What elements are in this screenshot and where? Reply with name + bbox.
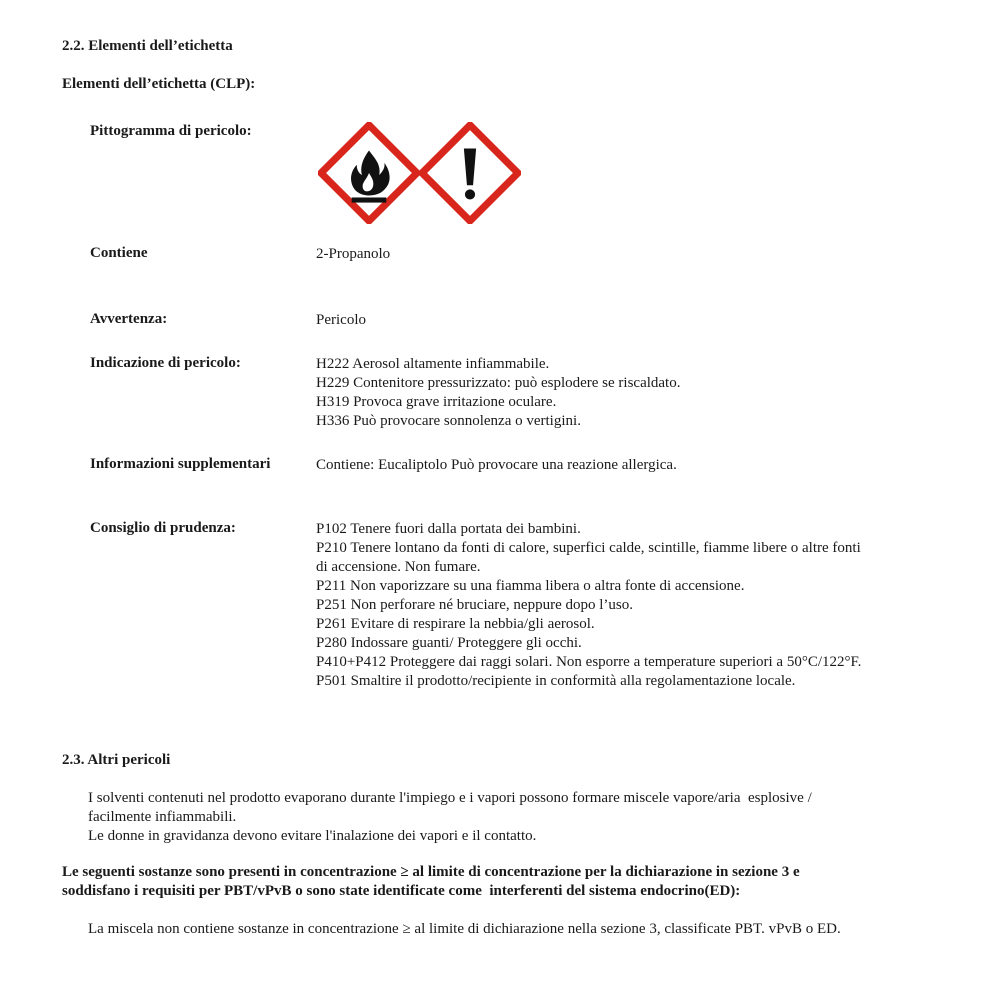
hazard-statements-list xyxy=(316,355,680,431)
pbt-statement-line: Le seguenti sostanze sono presenti in concentrazione ≥ al limite di concentrazione per la dichiarazione in sezione 3 e xyxy=(62,864,800,880)
precautionary-statement: P102 Tenere fuori dalla portata dei bambini. xyxy=(316,521,581,537)
supplementary-info-label: Informazioni supplementari xyxy=(90,456,271,472)
supplementary-info-value: Contiene: Eucaliptolo Può provocare una reazione allergica. xyxy=(316,457,677,473)
precautionary-statement: P280 Indossare guanti/ Proteggere gli occhi. xyxy=(316,635,582,651)
hazard-statement: H319 Provoca grave irritazione oculare. xyxy=(316,394,557,410)
precautionary-statements-list xyxy=(316,520,861,691)
pbt-statement-line: soddisfano i requisiti per PBT/vPvB o sono state identificate come interferenti del sistema endocrino(ED): xyxy=(62,883,741,899)
contains-label: Contiene xyxy=(90,245,148,261)
paragraph-line: facilmente infiammabili. xyxy=(88,809,237,825)
paragraph-line: Le donne in gravidanza devono evitare l'inalazione dei vapori e il contatto. xyxy=(88,828,537,844)
precautionary-statement: P211 Non vaporizzare su una fiamma libera o altra fonte di accensione. xyxy=(316,578,745,594)
pbt-statement xyxy=(62,863,800,901)
exclamation-icon xyxy=(419,122,521,224)
hazard-statement: H222 Aerosol altamente infiammabile. xyxy=(316,356,550,372)
precautionary-statement: P261 Evitare di respirare la nebbia/gli aerosol. xyxy=(316,616,595,632)
mixture-statement: La miscela non contiene sostanze in concentrazione ≥ al limite di dichiarazione nella sezione 3, classificate PBT. vPvB o ED. xyxy=(88,921,841,937)
hazard-statement: H229 Contenitore pressurizzato: può esplodere se riscaldato. xyxy=(316,375,681,391)
precautionary-statement: P251 Non perforare né bruciare, neppure dopo l’uso. xyxy=(316,597,633,613)
contains-value: 2-Propanolo xyxy=(316,246,391,262)
hazard-statements-label: Indicazione di pericolo: xyxy=(90,355,241,371)
precautionary-statement: P501 Smaltire il prodotto/recipiente in conformità alla regolamentazione locale. xyxy=(316,673,796,689)
precautionary-label: Consiglio di prudenza: xyxy=(90,520,236,536)
signal-word-value: Pericolo xyxy=(316,312,366,328)
precautionary-statement: P210 Tenere lontano da fonti di calore, superfici calde, scintille, fiamme libere o altre fonti xyxy=(316,540,861,556)
hazard-statement: H336 Può provocare sonnolenza o vertigini. xyxy=(316,413,581,429)
section-22-heading: 2.2. Elementi dell’etichetta xyxy=(62,38,233,54)
paragraph-line: I solventi contenuti nel prodotto evaporano durante l'impiego e i vapori possono formare miscele vapore/aria esplosive / xyxy=(88,790,812,806)
pictograms-label: Pittogramma di pericolo: xyxy=(90,123,252,139)
signal-word-label: Avvertenza: xyxy=(90,311,168,327)
other-hazards-paragraph xyxy=(88,789,812,846)
flame-icon xyxy=(318,122,420,224)
section-23-heading: 2.3. Altri pericoli xyxy=(62,752,171,768)
section-22-subheading: Elementi dell’etichetta (CLP): xyxy=(62,76,256,92)
precautionary-statement: di accensione. Non fumare. xyxy=(316,559,481,575)
precautionary-statement: P410+P412 Proteggere dai raggi solari. Non esporre a temperature superiori a 50°C/122°F. xyxy=(316,654,862,670)
